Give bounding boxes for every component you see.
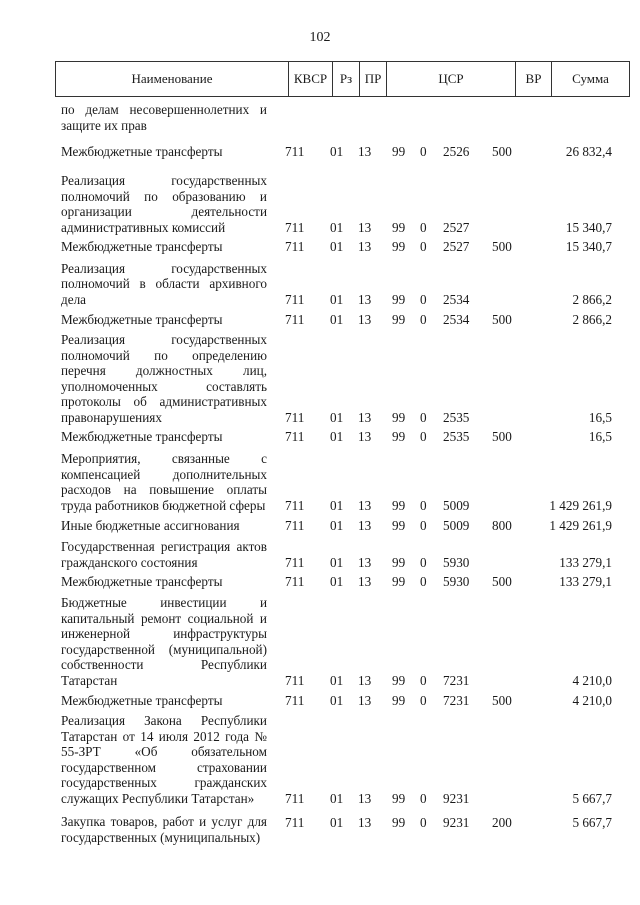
row-csr-subprogram: 0 <box>420 428 427 444</box>
row-pr: 13 <box>358 573 372 589</box>
row-rz: 01 <box>330 291 344 307</box>
row-csr-code: 7231 <box>443 692 470 708</box>
row-name: Межбюджетные трансферты <box>61 311 223 327</box>
row-vr: 500 <box>492 692 512 708</box>
table-row <box>0 425 640 444</box>
row-csr-code: 2534 <box>443 311 470 327</box>
table-row <box>0 139 640 159</box>
row-csr-code: 5930 <box>443 573 470 589</box>
row-csr-subprogram: 0 <box>420 238 427 254</box>
row-rz: 01 <box>330 219 344 235</box>
row-sum: 4 210,0 <box>572 672 612 688</box>
row-kvsr: 711 <box>285 692 305 708</box>
row-csr-code: 5009 <box>443 517 470 533</box>
row-name: Иные бюджетные ассигнования <box>61 517 240 533</box>
row-kvsr: 711 <box>285 428 305 444</box>
row-csr-code: 2527 <box>443 238 470 254</box>
row-pr: 13 <box>358 238 372 254</box>
row-csr-program: 99 <box>392 573 406 589</box>
row-csr-subprogram: 0 <box>420 497 427 513</box>
table-row <box>0 513 640 533</box>
row-sum: 15 340,7 <box>565 238 612 254</box>
table-row <box>0 806 640 846</box>
row-csr-program: 99 <box>392 672 406 688</box>
row-sum: 4 210,0 <box>572 692 612 708</box>
table-row <box>0 307 640 327</box>
table-row <box>0 444 640 513</box>
row-csr-program: 99 <box>392 238 406 254</box>
row-rz: 01 <box>330 238 344 254</box>
row-vr: 500 <box>492 573 512 589</box>
row-sum: 133 279,1 <box>559 573 612 589</box>
row-sum: 2 866,2 <box>572 291 612 307</box>
row-rz: 01 <box>330 814 344 830</box>
row-kvsr: 711 <box>285 238 305 254</box>
row-csr-code: 2535 <box>443 409 470 425</box>
row-kvsr: 711 <box>285 672 305 688</box>
row-csr-program: 99 <box>392 311 406 327</box>
row-rz: 01 <box>330 409 344 425</box>
row-rz: 01 <box>330 692 344 708</box>
header-sum: Сумма <box>572 71 609 86</box>
row-name: Реализация государственных полномочий по определению перечня должностных лиц, уполномоченных составлять протоколы об административных правонарушениях <box>61 332 267 425</box>
header-vr: ВР <box>516 62 552 96</box>
row-pr: 13 <box>358 428 372 444</box>
row-vr: 500 <box>492 238 512 254</box>
row-name: Мероприятия, связанные с компенсацией дополнительных расходов на повышение оплаты труда работников бюджетной сферы <box>61 451 267 513</box>
row-csr-subprogram: 0 <box>420 672 427 688</box>
row-csr-code: 2526 <box>443 143 470 159</box>
row-csr-program: 99 <box>392 291 406 307</box>
header-kvsr: КВСР <box>289 62 333 96</box>
row-name: Межбюджетные трансферты <box>61 238 223 254</box>
row-csr-program: 99 <box>392 219 406 235</box>
row-csr-subprogram: 0 <box>420 692 427 708</box>
row-csr-program: 99 <box>392 692 406 708</box>
row-kvsr: 711 <box>285 814 305 830</box>
row-pr: 13 <box>358 311 372 327</box>
row-rz: 01 <box>330 517 344 533</box>
row-csr-subprogram: 0 <box>420 517 427 533</box>
row-vr: 800 <box>492 517 512 533</box>
row-kvsr: 711 <box>285 219 305 235</box>
row-sum: 133 279,1 <box>559 554 612 570</box>
row-pr: 13 <box>358 517 372 533</box>
row-sum: 15 340,7 <box>565 219 612 235</box>
row-csr-code: 7231 <box>443 672 470 688</box>
table-row <box>0 254 640 307</box>
row-csr-code: 2535 <box>443 428 470 444</box>
row-csr-code: 9231 <box>443 790 470 806</box>
row-pr: 13 <box>358 291 372 307</box>
row-csr-subprogram: 0 <box>420 554 427 570</box>
row-name: Межбюджетные трансферты <box>61 428 223 444</box>
row-vr: 200 <box>492 814 512 830</box>
row-csr-subprogram: 0 <box>420 143 427 159</box>
row-kvsr: 711 <box>285 497 305 513</box>
row-csr-program: 99 <box>392 428 406 444</box>
row-kvsr: 711 <box>285 143 305 159</box>
table-row <box>0 688 640 708</box>
table-row <box>0 570 640 589</box>
table-row <box>0 589 640 688</box>
row-pr: 13 <box>358 219 372 235</box>
row-sum: 5 667,7 <box>572 814 612 830</box>
row-pr: 13 <box>358 814 372 830</box>
row-name: Бюджетные инвестиции и капитальный ремонт социальной и инженерной инфраструктуры государственной (муниципальной) собственности Республики Татарстан <box>61 595 267 688</box>
row-csr-subprogram: 0 <box>420 573 427 589</box>
row-csr-subprogram: 0 <box>420 790 427 806</box>
row-name: по делам несовершеннолетних и защите их прав <box>61 102 267 133</box>
header-name: Наименование <box>56 62 289 96</box>
table-row <box>0 327 640 425</box>
row-kvsr: 711 <box>285 311 305 327</box>
row-rz: 01 <box>330 311 344 327</box>
row-csr-subprogram: 0 <box>420 219 427 235</box>
row-sum: 26 832,4 <box>565 143 612 159</box>
row-rz: 01 <box>330 554 344 570</box>
header-rz: Рз <box>333 62 360 96</box>
row-pr: 13 <box>358 409 372 425</box>
row-pr: 13 <box>358 143 372 159</box>
row-pr: 13 <box>358 497 372 513</box>
row-pr: 13 <box>358 790 372 806</box>
row-pr: 13 <box>358 672 372 688</box>
table-row <box>0 235 640 254</box>
row-name: Межбюджетные трансферты <box>61 692 223 708</box>
row-csr-code: 2534 <box>443 291 470 307</box>
row-name: Реализация Закона Республики Татарстан от 14 июля 2012 года № 55-ЗРТ «Об обязательном государственном страховании государственных гражданских служащих Республики Татарстан» <box>61 713 267 806</box>
row-rz: 01 <box>330 143 344 159</box>
row-name: Реализация государственных полномочий по образованию и организации деятельности административных комиссий <box>61 173 267 235</box>
page-number: 102 <box>309 30 331 45</box>
row-name: Межбюджетные трансферты <box>61 573 223 589</box>
row-pr: 13 <box>358 692 372 708</box>
row-sum: 1 429 261,9 <box>549 497 612 513</box>
row-sum: 16,5 <box>588 428 612 444</box>
table-header <box>55 61 630 97</box>
row-name: Закупка товаров, работ и услуг для государственных (муниципальных) <box>61 814 267 845</box>
row-sum: 2 866,2 <box>572 311 612 327</box>
row-rz: 01 <box>330 672 344 688</box>
header-pr: ПР <box>360 62 387 96</box>
table-row <box>0 708 640 806</box>
row-csr-code: 5009 <box>443 497 470 513</box>
row-rz: 01 <box>330 790 344 806</box>
row-csr-subprogram: 0 <box>420 409 427 425</box>
row-vr: 500 <box>492 311 512 327</box>
row-rz: 01 <box>330 428 344 444</box>
row-csr-code: 2527 <box>443 219 470 235</box>
row-kvsr: 711 <box>285 409 305 425</box>
row-pr: 13 <box>358 554 372 570</box>
row-rz: 01 <box>330 573 344 589</box>
row-vr: 500 <box>492 143 512 159</box>
row-kvsr: 711 <box>285 291 305 307</box>
row-sum: 5 667,7 <box>572 790 612 806</box>
row-csr-code: 5930 <box>443 554 470 570</box>
row-csr-program: 99 <box>392 554 406 570</box>
table-row <box>0 97 640 139</box>
row-kvsr: 711 <box>285 790 305 806</box>
row-name: Государственная регистрация актов гражданского состояния <box>61 539 267 570</box>
row-csr-subprogram: 0 <box>420 814 427 830</box>
row-csr-program: 99 <box>392 409 406 425</box>
row-name: Межбюджетные трансферты <box>61 143 223 159</box>
row-csr-program: 99 <box>392 517 406 533</box>
row-csr-program: 99 <box>392 814 406 830</box>
row-sum: 16,5 <box>588 409 612 425</box>
table-row <box>0 533 640 570</box>
row-kvsr: 711 <box>285 573 305 589</box>
row-csr-program: 99 <box>392 143 406 159</box>
row-name: Реализация государственных полномочий в области архивного дела <box>61 260 267 307</box>
row-kvsr: 711 <box>285 517 305 533</box>
row-csr-subprogram: 0 <box>420 311 427 327</box>
row-sum: 1 429 261,9 <box>549 517 612 533</box>
table-body <box>0 97 640 846</box>
row-vr: 500 <box>492 428 512 444</box>
header-csr: ЦСР <box>387 62 516 96</box>
row-csr-program: 99 <box>392 497 406 513</box>
table-row <box>0 159 640 235</box>
row-csr-program: 99 <box>392 790 406 806</box>
row-csr-code: 9231 <box>443 814 470 830</box>
row-kvsr: 711 <box>285 554 305 570</box>
row-csr-subprogram: 0 <box>420 291 427 307</box>
row-rz: 01 <box>330 497 344 513</box>
